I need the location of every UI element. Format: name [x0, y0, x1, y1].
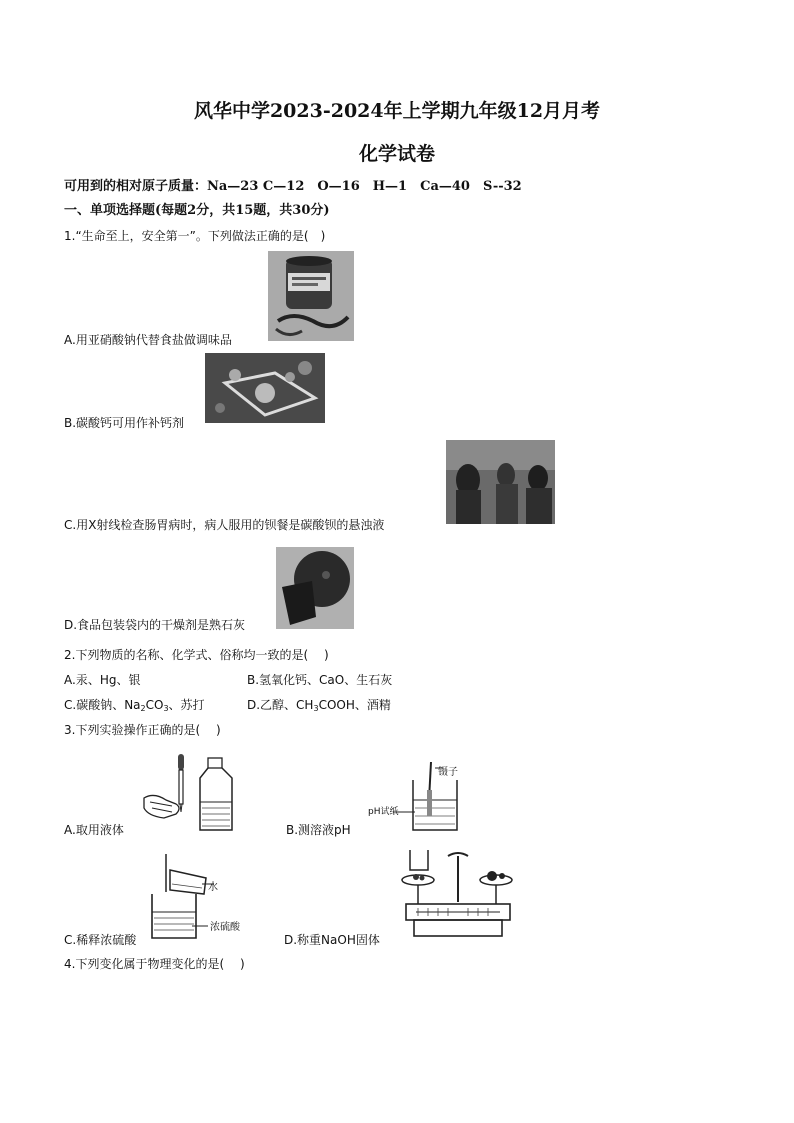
- label-ph-paper: pH试纸: [368, 807, 399, 817]
- question-1-option-a: A.用亚硝酸钠代替食盐做调味品: [64, 333, 232, 347]
- question-1-option-b: B.碳酸钙可用作补钙剂: [64, 416, 185, 430]
- section-heading: 一、单项选择题(每题2分，共15题，共30分): [64, 203, 330, 218]
- question-2-option-d: D.乙醇、$CH_3COOH$、酒精: [247, 698, 391, 713]
- label-water: 水: [208, 882, 218, 893]
- question-2-option-b: B.氢氧化钙、CaO、生石灰: [247, 673, 393, 687]
- question-1-option-d: D.食品包装袋内的干燥剂是熟石灰: [64, 618, 246, 632]
- label-tweezers: 镊子: [438, 767, 458, 778]
- question-4-stem: 4.下列变化属于物理变化的是( ): [64, 957, 245, 971]
- question-1-option-c: C.用X射线检查肠胃病时，病人服用的钡餐是碳酸钡的悬浊液: [64, 518, 385, 532]
- question-2-option-a: A.汞、Hg、银: [64, 673, 141, 687]
- question-3-option-d: D.称重NaOH固体: [284, 933, 380, 947]
- question-3-option-a: A.取用液体: [64, 823, 124, 837]
- exam-title: 风华中学2023-2024年上学期九年级12月月考: [193, 100, 601, 122]
- label-concentrated-acid: 浓硫酸: [210, 922, 240, 933]
- option-a-photo: [268, 251, 354, 341]
- question-3-option-c: C.稀释浓硫酸: [64, 933, 137, 947]
- option-b-photo: [205, 353, 325, 423]
- question-2-option-c: C.碳酸钠、$Na_2CO_3$、苏打: [64, 698, 205, 713]
- diagram-balance: [398, 846, 522, 944]
- diagram-take-liquid: [136, 752, 246, 834]
- atomic-masses: 可用到的相对原子质量：Na—23 C—12 O—16 H—1 Ca—40 S--32: [64, 179, 522, 194]
- option-d-photo: [276, 547, 354, 629]
- question-3-stem: 3.下列实验操作正确的是( ): [64, 723, 221, 737]
- question-3-option-b: B.测溶液pH: [286, 823, 351, 837]
- question-2-stem: 2.下列物质的名称、化学式、俗称均一致的是( ): [64, 648, 329, 662]
- exam-subtitle: 化学试卷: [358, 143, 435, 165]
- question-1-stem: 1.“生命至上，安全第一”。下列做法正确的是( ): [64, 229, 326, 243]
- option-c-photo: [446, 440, 555, 524]
